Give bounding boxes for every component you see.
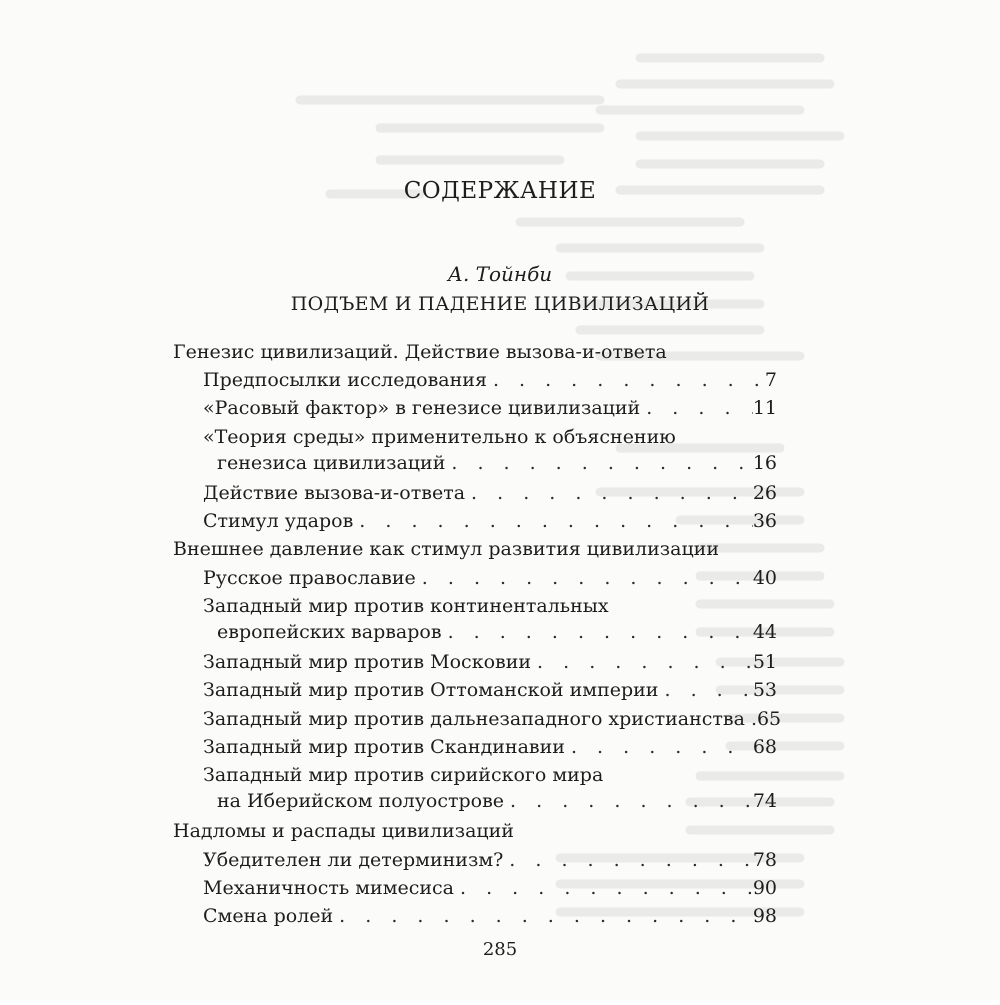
dot-leader — [503, 847, 753, 873]
dot-leader — [416, 565, 753, 591]
toc-entry-title-line: Западный мир против континентальных — [203, 594, 609, 617]
toc-entry-title: Смена ролей — [203, 905, 334, 927]
toc-entry[interactable] — [203, 649, 777, 675]
page-number: 285 — [482, 939, 518, 960]
contents-heading: СОДЕРЖАНИЕ — [403, 178, 597, 204]
toc-page-number: 40 — [752, 566, 777, 589]
author-name: А. Тойнби — [447, 262, 553, 286]
dot-leader — [333, 903, 753, 929]
toc-entry-title: Действие вызова-и-ответа — [203, 482, 466, 504]
toc-page-number: 98 — [752, 905, 777, 927]
toc-section-title: Надломы и распады цивилизаций — [173, 820, 514, 843]
toc-entry[interactable] — [203, 565, 777, 591]
toc-entry[interactable] — [203, 875, 777, 901]
toc-entry[interactable] — [203, 395, 777, 421]
toc-entry[interactable] — [203, 480, 777, 506]
toc-page-number: 68 — [752, 735, 777, 758]
dot-leader — [504, 788, 753, 814]
dot-leader — [531, 649, 753, 675]
toc-entry-title: генезиса цивилизаций — [217, 451, 446, 474]
book-title: ПОДЪЕМ И ПАДЕНИЕ ЦИВИЛИЗАЦИЙ — [290, 293, 710, 315]
toc-entry-title: Стимул ударов — [203, 510, 354, 533]
toc-entry-title: Убедителен ли детерминизм? — [203, 848, 504, 871]
toc-page-number: 7 — [764, 369, 777, 392]
toc-page-number: 16 — [752, 451, 777, 474]
toc-page-number: 44 — [752, 620, 777, 643]
toc-entry[interactable] — [203, 367, 777, 393]
toc-entry-title-line: Западный мир против сирийского мира — [203, 764, 604, 786]
dot-leader — [565, 734, 753, 760]
toc-entry-title: Западный мир против дальнезападного христианства — [203, 707, 745, 730]
toc-section-title: Генезис цивилизаций. Действие вызова-и-ответа — [173, 341, 667, 363]
dot-leader — [454, 875, 753, 901]
dot-leader — [658, 677, 752, 703]
toc-page-number: 26 — [752, 482, 777, 504]
toc-entry-title: Механичность мимесиса — [203, 876, 455, 899]
dot-leader — [353, 508, 753, 534]
toc-entry-title: Русское православие — [203, 566, 416, 589]
toc-entry-title: европейских варваров — [217, 620, 442, 643]
toc-page-number: 74 — [752, 790, 777, 812]
toc-entry-title: на Иберийском полуострове — [217, 790, 505, 812]
dot-leader — [487, 367, 765, 393]
toc-entry-title: Предпосылки исследования — [203, 369, 487, 392]
toc-page-number: 53 — [752, 679, 777, 702]
toc-entry-title: Западный мир против Московии — [203, 651, 532, 674]
dot-leader — [745, 706, 757, 732]
toc-entry[interactable] — [203, 903, 777, 929]
dot-leader — [445, 450, 752, 476]
toc-section-title: Внешнее давление как стимул развития цивилизации — [173, 538, 719, 561]
toc-page-number: 11 — [752, 397, 777, 420]
toc-entry[interactable] — [203, 847, 777, 873]
toc-entry[interactable] — [203, 762, 777, 814]
toc-entry[interactable] — [203, 508, 777, 534]
toc-entry[interactable] — [203, 424, 777, 476]
toc-entry[interactable] — [203, 593, 777, 645]
toc-entry-title-line: «Теория среды» применительно к объяснению — [203, 425, 676, 448]
toc-page-number: 65 — [756, 707, 782, 730]
toc-page-number: 36 — [752, 510, 777, 533]
toc-page-number: 78 — [752, 848, 777, 871]
toc-page-number: 90 — [752, 876, 777, 899]
dot-leader — [442, 619, 753, 645]
toc-entry[interactable] — [203, 677, 777, 703]
toc-entry-title: Западный мир против Скандинавии — [203, 735, 565, 758]
dot-leader — [465, 480, 753, 506]
toc-entry-title: «Расовый фактор» в генезисе цивилизаций — [203, 397, 641, 420]
toc-entry-title: Западный мир против Оттоманской империи — [203, 679, 659, 702]
toc-entry[interactable] — [203, 734, 777, 760]
toc-entry[interactable] — [203, 706, 782, 732]
dot-leader — [640, 395, 753, 421]
toc-page-number: 51 — [752, 651, 777, 674]
